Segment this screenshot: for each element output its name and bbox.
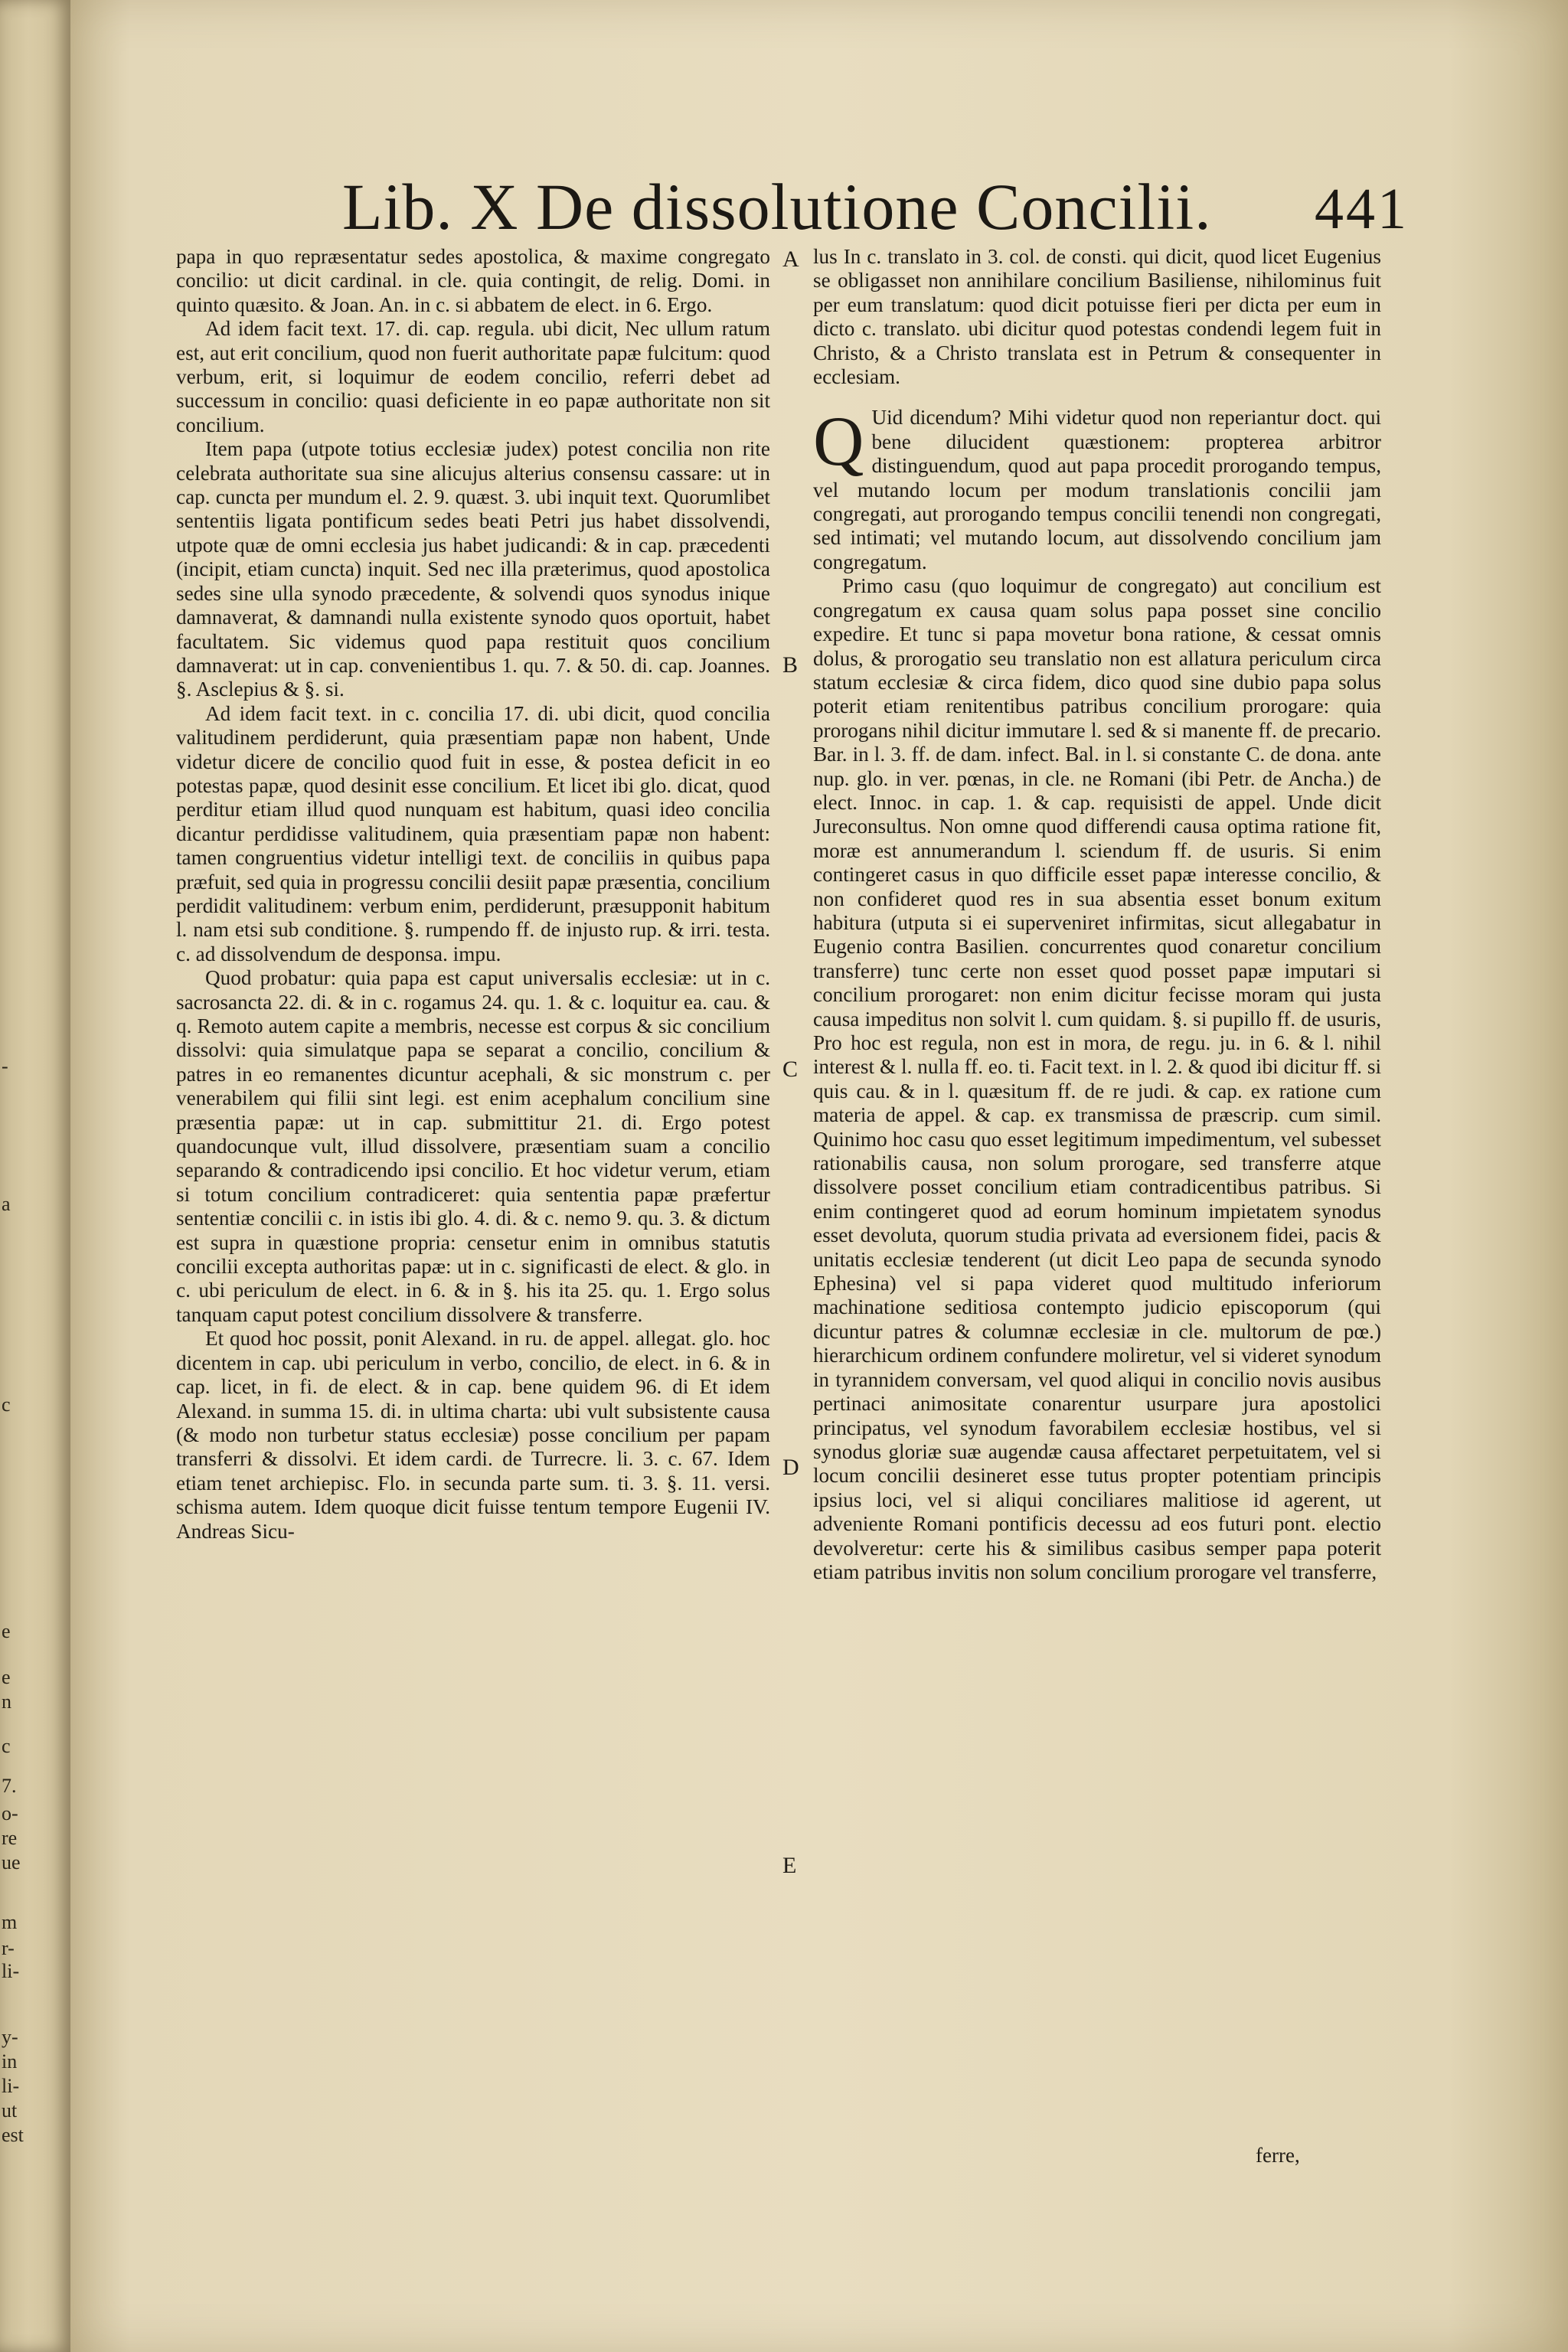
prev-page-fragment: est [2, 2124, 24, 2146]
catchword: ferre, [1256, 2144, 1300, 2167]
prev-page-fragment: ut [2, 2099, 18, 2122]
prev-page-fragment: a [2, 1193, 11, 1215]
paragraph: lus In c. translato in 3. col. de consti. qui dicit, quod licet Eugenius se obligasset non annihilare concilium Basiliense, nihilominus fuit per eum translatum: quod dicit potuisse fieri per dicta per eum in dicto c. translato. ubi dicitur quod potestas condendi legem fuit in Christo, & a Christo translata est in Petrum & consequenter in ecclesiam. [813, 245, 1381, 389]
prev-page-fragment: ue [2, 1851, 21, 1873]
prev-page-fragment: - [2, 1055, 8, 1077]
prev-page-fragment: e [2, 1666, 11, 1688]
previous-page-edge [0, 0, 70, 2352]
prev-page-fragment: in [2, 2050, 18, 2073]
prev-page-fragment: 7. [2, 1775, 17, 1797]
paragraph: Ad idem facit text. 17. di. cap. regula. ubi dicit, Nec ullum ratum est, aut erit concilium, quod non fuerit authoritate papæ fulcitum: quod verbum, erit, si loquimur de eodem concilio, referri debet ad successum in concilio: quasi deficiente in eo papæ authoritate non sit concilium. [176, 317, 770, 436]
paragraph: Et quod hoc possit, ponit Alexand. in ru. de appel. allegat. glo. hoc dicentem in cap. ubi periculum in verbo, concilio, de elect. in 6. & in cap. licet, in fi. de elect. & in cap. bene quidem 96. di Et idem Alexand. in summa 15. di. in ultima charta: ubi vult subsistente causa (& modo non turbetur status ecclesiæ) posse concilium per papam transferri & dissolvi. Et idem cardi. de Turrecre. li. 3. c. 67. Idem etiam tenet archiepisc. Flo. in secunda parte sum. ti. 3. §. 11. versi. schisma autem. Idem quoque dicit fuisse tentum tempore Eugenii IV. Andreas Sicu- [176, 1327, 770, 1543]
margin-letter-d: D [782, 1455, 799, 1480]
margin-letter-c: C [782, 1057, 799, 1082]
question-paragraph [813, 402, 1381, 574]
paragraph: Primo casu (quo loquimur de congregato) aut concilium est congregatum ex causa quam solus papa posset sine concilio expedire. Et tunc si papa movetur bona ratione, & cessat omnis dolus, & prorogatio seu translatio non est allatura periculum circa statum ecclesiæ & circa fidem, dico quod sine dubio papa solus poterit etiam renitentibus patribus concilium prorogare: quia prorogans nihil dicitur immutare l. sed & si manente ff. de precario. Bar. in l. 3. ff. de dam. infect. Bal. in l. si constante C. de dona. ante nup. glo. in ver. pœnas, in cle. ne Romani (ibi Petr. de Ancha.) de elect. Innoc. in cap. 1. & cap. requisisti de appel. Unde dicit Jureconsultus. Non omne quod differendi causa optima ratione fit, moræ est annumerandum l. sciendum ff. de usuris. Si enim contingeret casus in quo difficile esset papæ interesse concilio, & non confideret quod res in sua absentia esset bonum exitum habitura (utputa si ei superveniret infirmitas, sicut allegabatur in Eugenio contra Basilien. concurrentes quod conaretur concilium transferre) tunc certe non esset quod posset papæ imputari si concilium prorogaret: non enim dicitur fecisse moram qui justa causa impeditus non solvit l. cum quidam. §. si pupillo ff. de usuris, Pro hoc est regula, non est in mora, de regu. ju. in 6. & l. nihil interest & l. nulla ff. eo. ti. Facit text. in l. 2. & quod ibi dicitur ff. si quis cau. & in l. quæsitum ff. de re judi. & cap. ex ratione cum materia de appel. & cap. ex transmissa de præscrip. cum simil. Quinimo hoc casu quo esset legitimum impedimentum, vel subesset rationabilis causa, non solum prorogare, sed transferre atque dissolvere posset concilium etiam contradicentibus patribus. Si enim contingeret quod ad eorum hominum impietatem synodus esset devoluta, quorum studia privata ad eversionem fidei, pacis & unitatis ecclesiæ tenderent (ut dicit Leo papa de secunda synodo Ephesina) vel si papa videret quod multitudo inferiorum machinatione seditiosa contempto judicio episcoporum (qui dicuntur patres & columnæ ecclesiæ in cle. multorum de pœ.) hierarchicum ordinem confundere moliretur, vel si videret synodum in tyrannidem conversam, vel quod aliqui in concilio novis ausibus pertinaci animositate conarentur usurpare jura apostolici principatus, vel synodum favorabilem ecclesiæ hostibus, vel si synodus gloriæ suæ augendæ causa affectaret perpetuitatem, vel si locum concilii desineret esse tutus propter potentiam principis ipsius loci, vel si aliqui conciliares malitiose id agerent, ut adveniente Romani pontificis decessu ad eos futuri pont. electio devolveretur: certe his & similibus casibus semper papa poterit etiam patribus invitis non solum concilium prorogare vel transferre, [813, 574, 1381, 1583]
margin-letter-e: E [782, 1853, 797, 1878]
right-column [813, 245, 1381, 1584]
prev-page-fragment: c [2, 1393, 11, 1416]
running-title: Lib. X De dissolutione Concilii. [342, 170, 1212, 243]
paragraph: Ad idem facit text. in c. concilia 17. di. ubi dicit, quod concilia valitudinem perdiderunt, quia præsentiam papæ non habent, Unde videtur dicere de concilio quod fuit in esse, & postea deficit in eo potestas papæ, quod desinit esse concilium. Et licet ibi glo. dicat, quod perditur etiam illud quod nunquam est habitum, quasi ideo concilia dicantur perdidisse valitudinem, quia præsentiam papæ non habent: tamen congruentius videtur intelligi text. de conciliis in quibus papa præfuit, sed quia in progressu concilii desiit papæ præsentia, concilium perdidit valitudinem: verbum enim, perdiderunt, præsupponit habitum l. nam etsi sub conditione. §. rumpendo ff. de injusto rup. & irri. testa. c. ad dissolvendum de desponsa. impu. [176, 701, 770, 965]
paragraph: Quod probatur: quia papa est caput universalis ecclesiæ: ut in c. sacrosancta 22. di. & in c. rogamus 24. qu. 1. & c. loquitur ea. cau. & q. Remoto autem capite a membris, necesse est corpus & sic concilium dissolvi: quia simulatque papa se separat a concilio, concilium & patres in eo remanentes dicuntur acephali, & sic monstrum c. per venerabilem qui filii sint legi. est enim acephalum concilium sine præsentia papæ: ut in cap. submittitur 21. di. Ergo potest quandocunque vult, illud dissolvere, præsentiam suam a concilio separando & contradicendo ipsi concilio. Et hoc videtur verum, etiam si totum concilium contradiceret: quia sententia papæ præfertur sententiæ concilii c. in istis ibi glo. 4. di. & c. nemo 9. qu. 3. & dictum est supra in quæstione propria: censetur enim in omnibus statutis concilii excepta authoritas papæ: ut in c. significasti de elect. & glo. in c. ubi periculum de elect. in 6. & in §. his ita 25. qu. 1. Ergo solus tanquam caput potest concilium dissolvere & transferre. [176, 966, 770, 1326]
paragraph-text: Uid dicendum? Mihi videtur quod non reperiantur doct. qui bene dilucident quæstionem: propterea arbitror distinguendum, quod aut papa procedit prorogando tempus, vel mutando locum per modum translationis concilii jam congregati, aut prorogando tempus concilii tenendi non congregati, sed intimati; vel mutando locum, aut dissolvendo concilium jam congregatum. [813, 406, 1381, 573]
margin-letter-b: B [782, 652, 799, 678]
running-head [342, 168, 1491, 253]
dropcap: Q [813, 402, 864, 481]
prev-page-fragment: e [2, 1620, 11, 1642]
margin-letter-a: A [782, 247, 799, 272]
paragraph: papa in quo repræsentatur sedes apostolica, & maxime congregato concilio: ut dicit cardinal. in cle. quia contingit, de relig. Domi. in quinto quæsito. & Joan. An. in c. si abbatem de elect. in 6. Ergo. [176, 245, 770, 316]
prev-page-fragment: re [2, 1827, 18, 1849]
page-number: 441 [1315, 177, 1409, 241]
prev-page-fragment: li- [2, 1960, 20, 1982]
prev-page-fragment: y- [2, 2026, 18, 2048]
paragraph: Item papa (utpote totius ecclesiæ judex) potest concilia non rite celebrata authoritate sua sine alicujus alterius consensu cassare: ut in cap. cuncta per mundum el. 2. 9. quæst. 3. ubi inquit text. Quorumlibet sententiis ligata pontificum sedes beati Petri jus habet dissolvendi, utpote quæ de omni ecclesia jus habet judicandi: & in cap. præcedenti (incipit, etiam cuncta) inquit. Sed nec illa præterimus, quod apostolica sedes sine ulla synodo præcedente, & solvendi quos synodus inique damnaverat, & damnandi nulla existente synodo quos oportuit, habet facultatem. Sic videmus quod papa restituit quos concilium damnaverat: ut in cap. convenientibus 1. qu. 7. & 50. di. cap. Joannes. §. Asclepius & §. si. [176, 437, 770, 701]
left-column [176, 245, 770, 1544]
prev-page-fragment: c [2, 1735, 11, 1757]
prev-page-fragment: n [2, 1690, 11, 1713]
prev-page-fragment: r- [2, 1937, 15, 1959]
prev-page-fragment: m [2, 1911, 18, 1933]
prev-page-fragment: o- [2, 1802, 18, 1824]
prev-page-fragment: li- [2, 2075, 20, 2097]
